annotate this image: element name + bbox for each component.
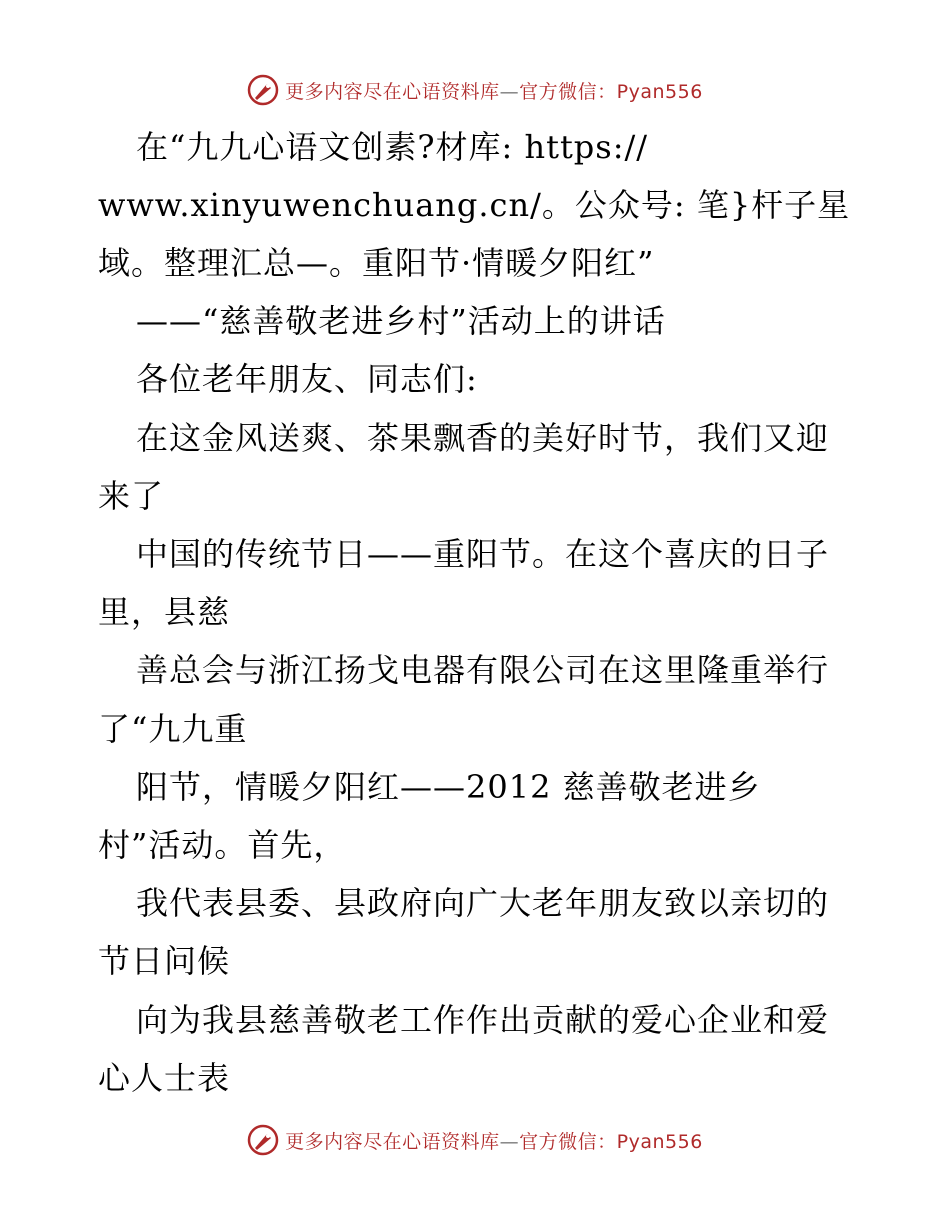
footer-watermark — [0, 1120, 950, 1160]
watermark-text: 更多内容尽在心语资料库 — [285, 80, 500, 103]
watermark-separator: — — [499, 80, 520, 103]
body-line: 里，县慈 — [98, 593, 231, 631]
body-line: www.xinyuwenchuang.cn/。公众号: 笔}杆子星 — [98, 186, 851, 224]
body-line: 节日问候 — [98, 942, 231, 980]
body-line: 在这金风送爽、茶果飘香的美好时节，我们又迎 — [136, 419, 830, 457]
body-line: 中国的传统节日——重阳节。在这个喜庆的日子 — [136, 535, 830, 573]
header-watermark — [0, 70, 950, 110]
watermark-contact: 官方微信：Pyan556 — [519, 1130, 703, 1153]
watermark-separator: — — [499, 1130, 520, 1153]
body-line: 在“九九心语文创素?材库: https:// — [136, 128, 649, 166]
pen-nib-logo-icon — [247, 74, 279, 106]
body-line: 向为我县慈善敬老工作作出贡献的爱心企业和爱 — [136, 1001, 830, 1039]
body-line: 善总会与浙江扬戈电器有限公司在这里隆重举行 — [136, 651, 830, 689]
body-line: 心人士表 — [98, 1059, 231, 1097]
body-line: ——“慈善敬老进乡村”活动上的讲话 — [136, 302, 666, 340]
pen-nib-logo-icon — [247, 1124, 279, 1156]
body-line: 了“九九重 — [98, 710, 248, 748]
body-line: 来了 — [98, 477, 165, 515]
body-line: 各位老年朋友、同志们: — [136, 360, 478, 398]
watermark-contact: 官方微信：Pyan556 — [519, 80, 703, 103]
watermark-text: 更多内容尽在心语资料库 — [285, 1130, 500, 1153]
body-line: 村”活动。首先， — [98, 826, 347, 864]
body-line: 域。整理汇总—。重阳节·情暖夕阳红” — [98, 244, 655, 282]
body-line: 阳节，情暖夕阳红——2012 慈善敬老进乡 — [136, 768, 761, 806]
body-line: 我代表县委、县政府向广大老年朋友致以亲切的 — [136, 884, 830, 922]
